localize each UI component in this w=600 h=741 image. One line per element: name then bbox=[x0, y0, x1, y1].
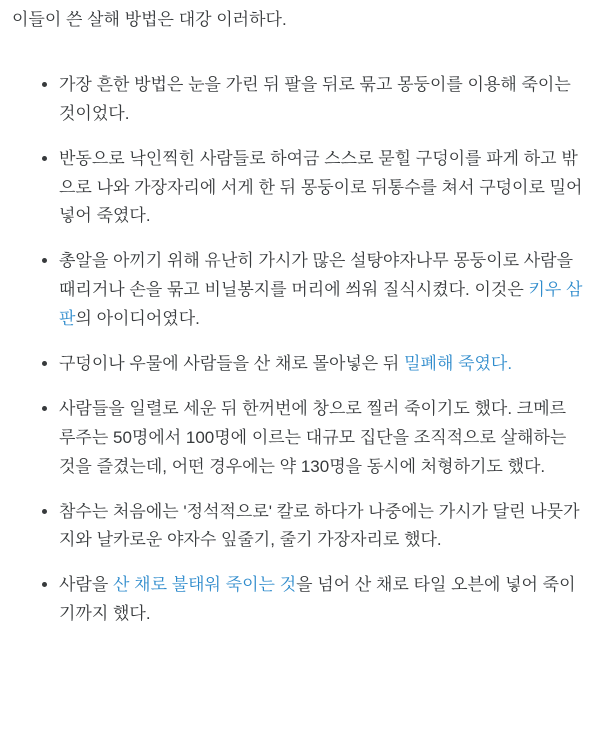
text-segment: 의 아이디어였다. bbox=[75, 309, 200, 329]
text-segment: 사람들을 일렬로 세운 뒤 한꺼번에 창으로 찔러 죽이기도 했다. 크메르 루주는 50명에서 100명에 이르는 대규모 집단을 조직적으로 살해하는 것을 즐겼는데, 어떤 경우에는 약 130명을 동시에 처형하기도 했다. bbox=[59, 398, 567, 476]
wiki-link[interactable]: 키우 삼판 bbox=[59, 280, 583, 329]
list-item bbox=[59, 498, 586, 556]
text-segment: 가장 흔한 방법은 눈을 가린 뒤 팔을 뒤로 묶고 몽둥이를 이용해 죽이는 것이었다. bbox=[59, 74, 571, 123]
wiki-link[interactable]: 밀폐해 죽였다. bbox=[404, 354, 513, 374]
text-segment: 을 넘어 산 채로 타일 오븐에 넣어 죽이기까지 했다. bbox=[59, 575, 576, 624]
text-segment: 구덩이나 우물에 사람들을 산 채로 몰아넣은 뒤 bbox=[59, 354, 405, 374]
wiki-link[interactable]: 산 채로 불태워 죽이는 것 bbox=[113, 575, 297, 595]
text-segment: 사람을 bbox=[59, 575, 113, 595]
list-item bbox=[59, 145, 586, 232]
method-list bbox=[12, 71, 586, 629]
text-segment: 반동으로 낙인찍힌 사람들로 하여금 스스로 묻힐 구덩이를 파게 하고 밖으로 나와 가장자리에 서게 한 뒤 몽둥이로 뒤통수를 쳐서 구덩이로 밀어 넣어 죽였다. bbox=[59, 148, 583, 226]
list-item bbox=[59, 571, 586, 629]
list-item bbox=[59, 247, 586, 334]
list-item bbox=[59, 71, 586, 129]
text-segment: 총알을 아끼기 위해 유난히 가시가 많은 설탕야자나무 몽둥이로 사람을 때리거나 손을 묶고 비닐봉지를 머리에 씌워 질식시켰다. 이것은 bbox=[59, 251, 574, 300]
list-item bbox=[59, 350, 586, 379]
intro-paragraph: 이들이 쓴 살해 방법은 대강 이러하다. bbox=[12, 10, 287, 29]
text-segment: 참수는 처음에는 '정석적으로' 칼로 하다가 나중에는 가시가 달린 나뭇가지와 날카로운 야자수 잎줄기, 줄기 가장자리로 했다. bbox=[59, 501, 580, 550]
list-item bbox=[59, 395, 586, 482]
